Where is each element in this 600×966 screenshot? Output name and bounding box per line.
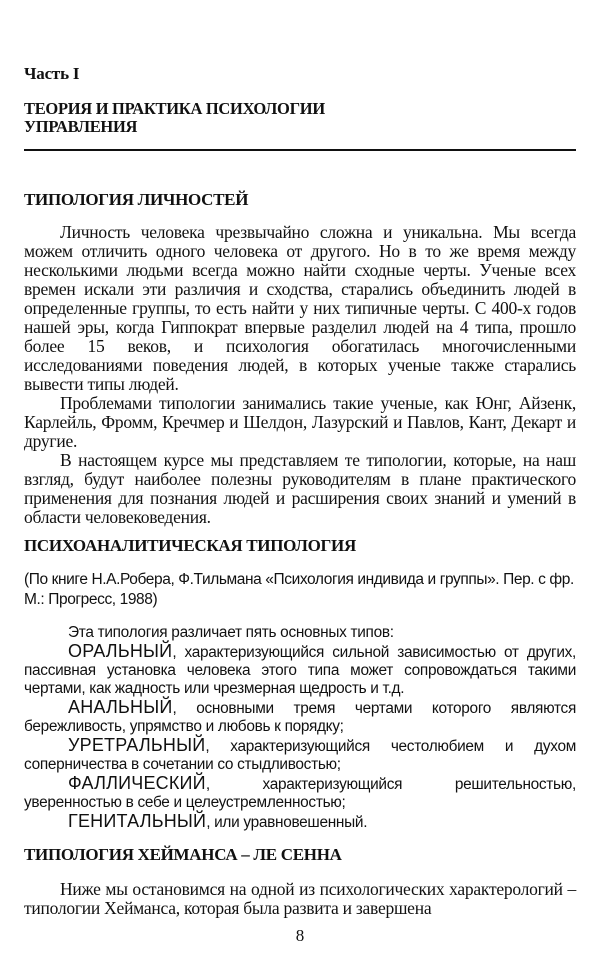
part-title-line-2: УПРАВЛЕНИЯ [24, 117, 138, 136]
types-list [24, 624, 576, 832]
type-name-urethral: УРЕТРАЛЬНЫЙ [68, 735, 206, 755]
paragraph-personality-2: Проблемами типологии занимались такие ученые, как Юнг, Айзенк, Карлейль, Фромм, Кречмер и Шелдон, Лазурский и Павлов, Кант, Декарт и другие. [24, 393, 576, 451]
type-desc-oral: , характеризующийся сильной зависимостью от других, пассивная установка человека этого типа может сопровождаться такими чертами, как жадность или чрезмерная щедрость и т.д. [24, 644, 576, 697]
type-name-anal: АНАЛЬНЫЙ [68, 697, 173, 717]
types-intro: Эта типология различает пять основных типов: [68, 624, 394, 641]
page-number: 8 [295, 926, 305, 945]
part-title [24, 100, 584, 136]
section-title-personality: ТИПОЛОГИЯ ЛИЧНОСТЕЙ [24, 190, 249, 209]
part-label: Часть I [24, 64, 80, 83]
part-divider-rule [24, 149, 576, 151]
type-oral [24, 642, 576, 698]
type-anal [24, 698, 576, 736]
type-genital [24, 812, 576, 832]
type-desc-anal: , основными тремя чертами которого являются бережливость, упрямство и любовь к порядку; [24, 700, 576, 735]
paragraph-personality-1: Личность человека чрезвычайно сложна и уникальна. Мы всегда можем отличить одного человека от другого. Но в то же время между несколькими людьми всегда можно найти сходные черты. Ученые всех времен искали эти различия и сходства, старались объединить людей в определенные группы, то есть найти у них типичные черты. С 400-х годов нашей эры, когда Гиппократ впервые разделил людей на 4 типа, прошло более 15 веков, и психология обогатилась многочисленными исследованиями поведения людей, в которых ученые также старались вывести типы людей. [24, 222, 576, 394]
type-desc-genital: , или уравновешенный. [206, 814, 368, 831]
type-urethral [24, 736, 576, 774]
type-name-oral: ОРАЛЬНЫЙ [68, 641, 173, 661]
type-name-genital: ГЕНИТАЛЬНЫЙ [68, 811, 207, 831]
type-phallic [24, 774, 576, 812]
section-title-psychoanalytic: ПСИХОАНАЛИТИЧЕСКАЯ ТИПОЛОГИЯ [24, 536, 356, 555]
paragraph-personality-3: В настоящем курсе мы представляем те типологии, которые, на наш взгляд, будут наиболее полезны руководителям в плане практического применения для познания людей и расширения своих знаний и умений в области человековедения. [24, 450, 576, 527]
source-citation: (По книге Н.А.Робера, Ф.Тильмана «Психология индивида и группы». Пер. с фр. М.: Прогресс, 1988) [24, 571, 574, 608]
type-name-phallic: ФАЛЛИЧЕСКИЙ [68, 773, 206, 793]
paragraph-heymans-1: Ниже мы остановимся на одной из психологических характерологий – типологии Хейманса, которая была развита и завершена [24, 879, 576, 918]
section-title-heymans: ТИПОЛОГИЯ ХЕЙМАНСА – ЛЕ СЕННА [24, 845, 342, 864]
type-desc-urethral: , характеризующийся честолюбием и духом соперничества в сочетании со стыдливостью; [24, 738, 576, 773]
part-title-line-1: ТЕОРИЯ И ПРАКТИКА ПСИХОЛОГИИ [24, 99, 325, 118]
type-desc-phallic: , характеризующийся решительностью, уверенностью в себе и целеустремленностью; [24, 776, 576, 811]
